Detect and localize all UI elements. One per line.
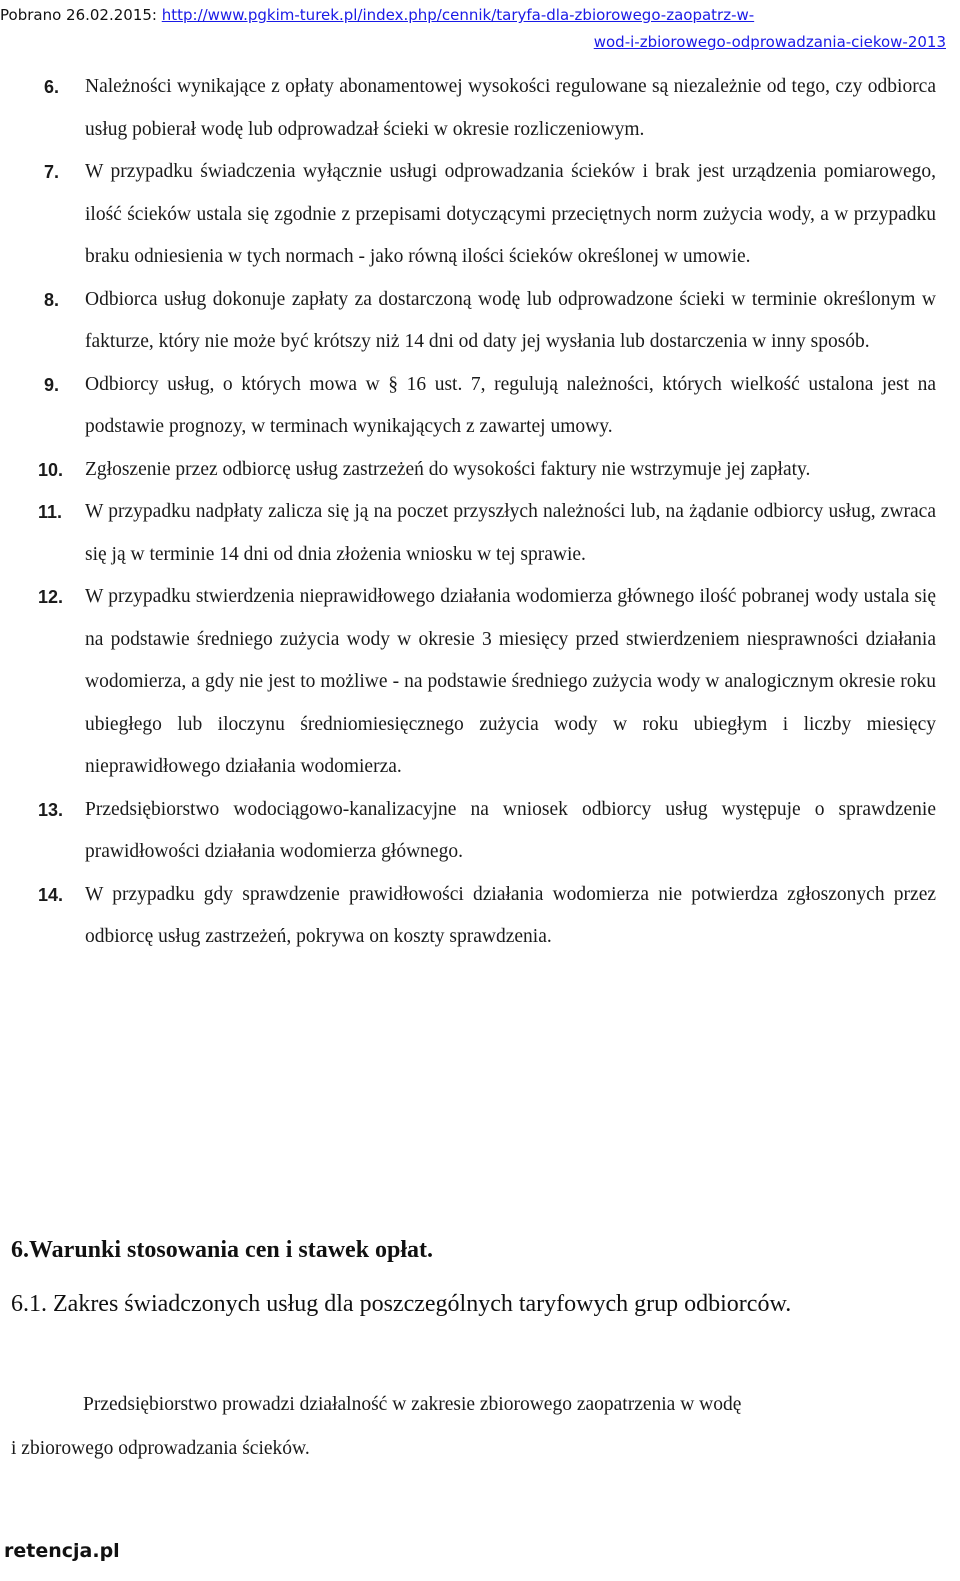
source-link-continued[interactable]: wod-i-zbiorowego-odprowadzania-ciekow-2013	[593, 33, 946, 51]
item-text: Przedsiębiorstwo wodociągowo-kanalizacyjne na wniosek odbiorcy usług występuje o sprawdzenie prawidłowości działania wodomierza głównego.	[85, 798, 936, 862]
header-line-1	[0, 3, 754, 28]
header-prefix: Pobrano 26.02.2015:	[0, 6, 162, 24]
footer-source: retencja.pl	[4, 1540, 120, 1562]
item-number: 10.	[38, 459, 64, 480]
item-text: W przypadku stwierdzenia nieprawidłowego działania wodomierza głównego ilość pobranej wody ustala się na podstawie średniego zużycia wody w okresie 3 miesięcy przed stwierdzeniem niesprawności działania wodomierza, a gdy nie jest to możliwe - na podstawie średniego zużycia wody w analogicznym okresie roku ubiegłego lub iloczynu średniomiesięcznego zużycia wody w roku ubiegłym i liczby miesięcy nieprawidłowego działania wodomierza.	[85, 586, 936, 777]
subsection-heading: 6.1. Zakres świadczonych usług dla poszczególnych taryfowych grup odbiorców.	[11, 1291, 792, 1317]
item-number: 11.	[38, 502, 63, 522]
item-text: W przypadku gdy sprawdzenie prawidłowości działania wodomierza nie potwierdza zgłoszonych przez odbiorcę usług zastrzeżeń, pokrywa on koszty sprawdzenia.	[85, 883, 936, 947]
item-text: W przypadku świadczenia wyłącznie usługi odprowadzania ścieków i brak jest urządzenia pomiarowego, ilość ścieków ustala się zgodnie z przepisami dotyczącymi przeciętnych norm zużycia wody, a w przypadku braku odniesienia w tych normach - jako równą ilości ścieków określonej w umowie.	[85, 161, 936, 267]
item-number: 9.	[44, 374, 60, 395]
paragraph-line-2: i zbiorowego odprowadzania ścieków.	[11, 1438, 310, 1459]
list-item	[0, 66, 960, 151]
section-heading: 6.Warunki stosowania cen i stawek opłat.	[11, 1237, 434, 1263]
item-number: 12.	[38, 587, 64, 607]
list-item	[0, 789, 960, 874]
header-line-2	[594, 30, 946, 55]
item-text: Zgłoszenie przez odbiorcę usług zastrzeżeń do wysokości faktury nie wstrzymuje jej zapłaty.	[85, 458, 811, 480]
list-item	[0, 364, 960, 449]
paragraph-line-1: Przedsiębiorstwo prowadzi działalność w zakresie zbiorowego zaopatrzenia w wodę	[83, 1394, 742, 1415]
list-item	[0, 151, 960, 279]
item-number: 7.	[44, 162, 60, 182]
item-number: 8.	[44, 289, 60, 310]
numbered-list	[0, 66, 960, 959]
item-text: Odbiorca usług dokonuje zapłaty za dostarczoną wodę lub odprowadzone ścieki w terminie określonym w fakturze, który nie może być krótszy niż 14 dni od daty jej wysłania lub dostarczenia w inny sposób.	[85, 288, 936, 352]
source-link[interactable]: http://www.pgkim-turek.pl/index.php/cennik/taryfa-dla-zbiorowego-zaopatrz-w-	[161, 6, 755, 24]
item-number: 14.	[38, 884, 64, 905]
list-item	[0, 279, 960, 364]
list-item	[0, 874, 960, 959]
item-number: 13.	[38, 799, 64, 820]
list-item	[0, 449, 960, 492]
item-text: Odbiorcy usług, o których mowa w § 16 ust. 7, regulują należności, których wielkość ustalona jest na podstawie prognozy, w terminach wynikających z zawartej umowy.	[85, 373, 936, 437]
list-item	[0, 491, 960, 576]
paragraph	[11, 1383, 911, 1471]
list-item	[0, 576, 960, 789]
item-number: 6.	[44, 77, 60, 97]
item-text: Należności wynikające z opłaty abonamentowej wysokości regulowane są niezależnie od tego, czy odbiorca usług pobierał wodę lub odprowadzał ścieki w okresie rozliczeniowym.	[85, 76, 936, 140]
item-text: W przypadku nadpłaty zalicza się ją na poczet przyszłych należności lub, na żądanie odbiorcy usług, zwraca się ją w terminie 14 dni od dnia złożenia wniosku w tej sprawie.	[85, 501, 936, 565]
